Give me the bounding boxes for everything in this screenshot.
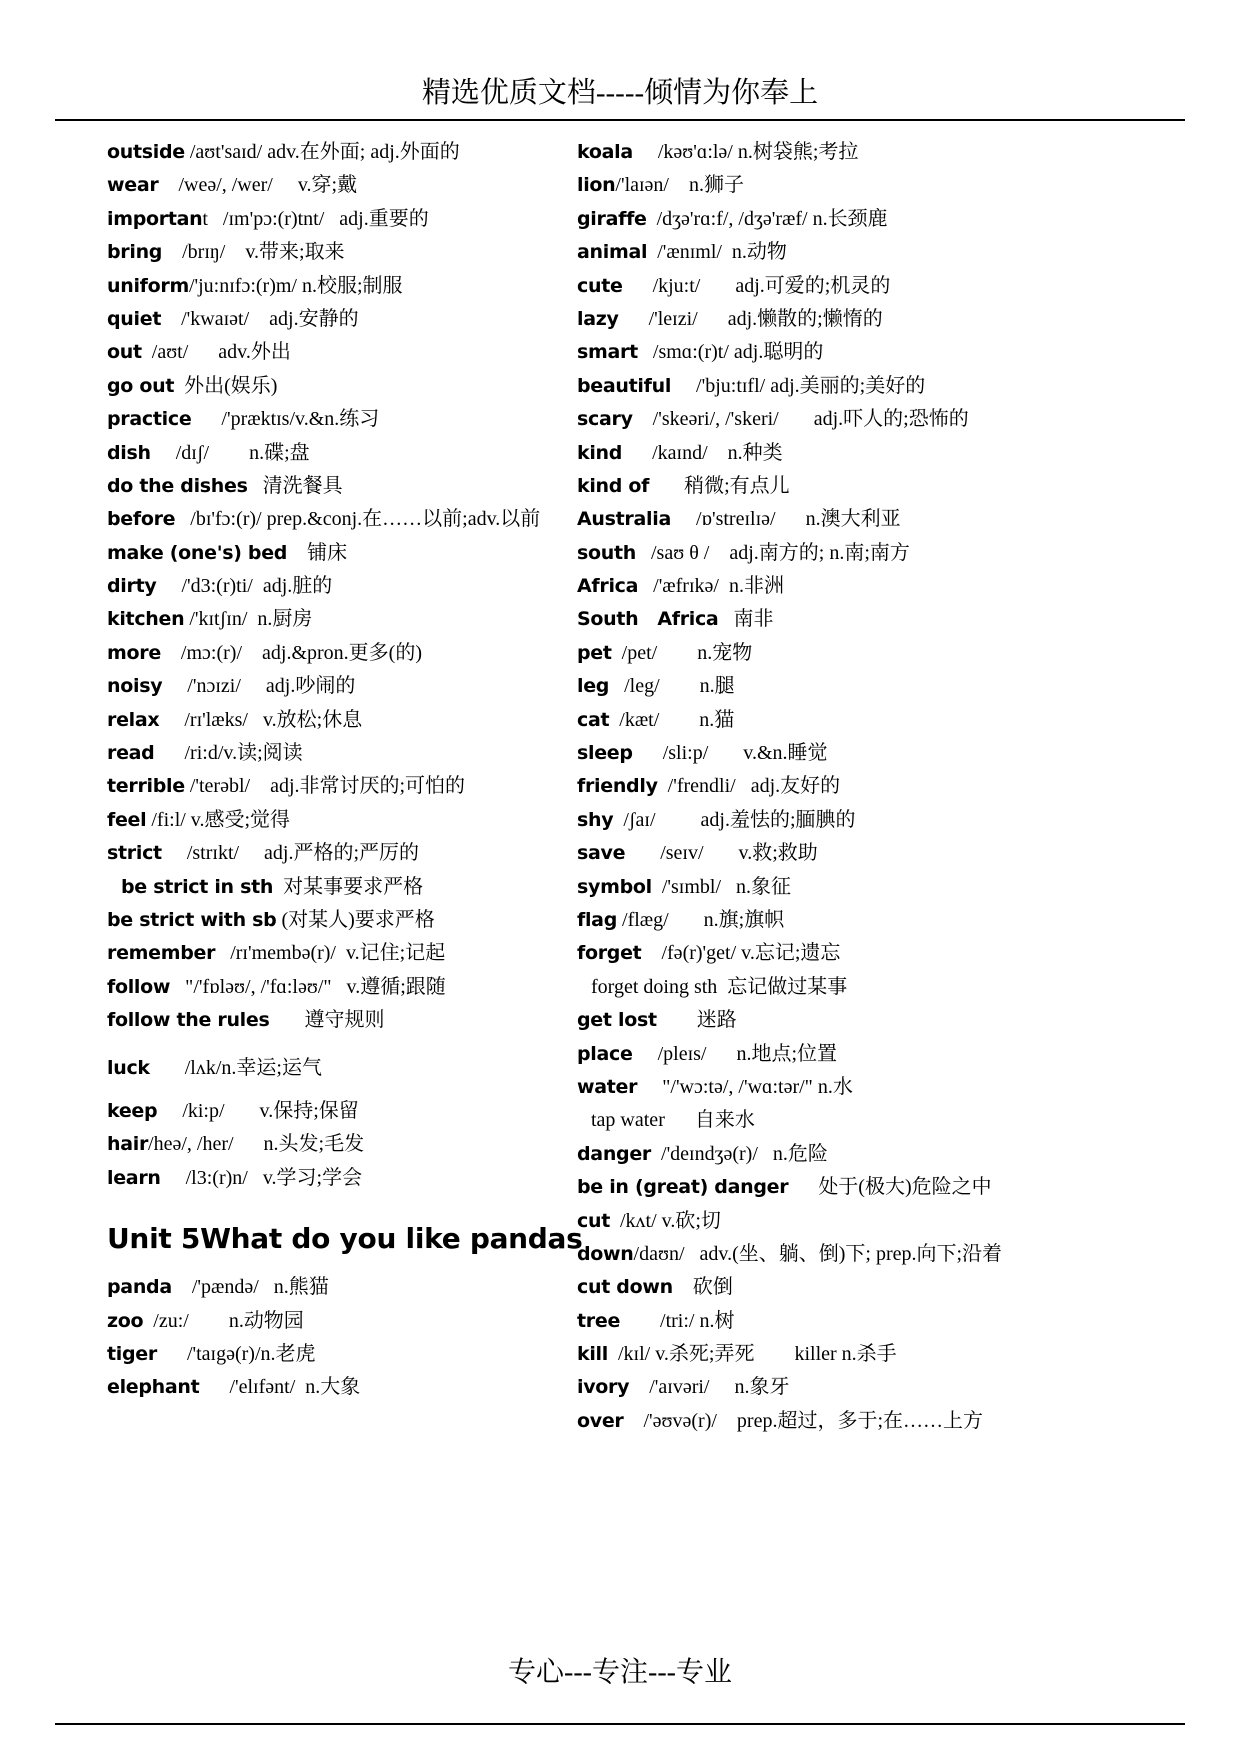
header-banner-text: 精选优质文档-----倾情为你奉上 <box>421 77 819 109</box>
vocab-definition: 处于(极大)危险之中 <box>788 1176 992 1199</box>
vocab-definition: /'laɪən/ n.狮子 <box>615 174 744 197</box>
vocab-definition: /fi:l/ v.感受;觉得 <box>146 808 291 831</box>
vocab-definition: /sli:p/ v.&n.睡觉 <box>632 742 828 765</box>
vocab-word: kitchen <box>107 608 185 631</box>
vocab-entry <box>577 1371 1240 1404</box>
vocab-definition: /dʒə'rɑ:f/, /dʒə'ræf/ n.长颈鹿 <box>646 207 888 230</box>
vocab-definition: /pet/ n.宠物 <box>611 641 753 664</box>
vocab-word: out <box>107 341 142 364</box>
vocab-entry <box>577 1405 1240 1438</box>
vocab-definition: /zu:/ n.动物园 <box>143 1309 304 1332</box>
vocab-entry <box>577 303 1240 336</box>
vocab-word: tap water <box>591 1109 665 1132</box>
vocab-definition: /tri:/ n.树 <box>620 1309 735 1332</box>
footer-banner-text: 专心---专注---专业 <box>508 1657 732 1688</box>
vocab-definition: 外出(娱乐) <box>174 374 278 397</box>
vocab-definition: /'kɪtʃɪn/ n.厨房 <box>184 608 313 631</box>
vocab-entry <box>107 570 577 603</box>
vocab-definition: 清洗餐具 <box>247 474 343 497</box>
vocab-word: remember <box>107 942 216 965</box>
vocab-definition: /brɪŋ/ v.带来;取来 <box>162 241 345 264</box>
vocab-entry <box>107 537 577 570</box>
vocab-definition: /kju:t/ adj.可爱的;机灵的 <box>622 274 891 297</box>
vocab-definition: /mɔ:(r)/ adj.&pron.更多(的) <box>160 641 422 664</box>
vocab-word: relax <box>107 708 160 731</box>
vocab-entry <box>107 837 577 870</box>
vocab-entry <box>577 336 1240 369</box>
vocab-entry <box>107 804 577 837</box>
vocab-entry <box>107 871 577 904</box>
vocab-definition: /saʊ θ / adj.南方的; n.南;南方 <box>636 541 910 564</box>
vocab-definition: /ri:d/v.读;阅读 <box>154 742 303 765</box>
vocab-word: lazy <box>577 307 619 330</box>
header-divider <box>55 119 1185 121</box>
vocab-word: quiet <box>107 307 162 330</box>
vocab-word: go out <box>107 374 175 397</box>
vocab-word: smart <box>577 341 638 364</box>
vocab-word: uniform <box>107 274 189 297</box>
vocab-word: follow the rules <box>107 1009 270 1032</box>
vocab-word: scary <box>577 408 633 431</box>
vocab-definition: /aʊt'saɪd/ adv.在外面; adj.外面的 <box>184 141 460 163</box>
vocab-definition: 铺床 <box>287 541 348 564</box>
vocab-entry <box>577 437 1240 470</box>
vocab-entry <box>107 336 577 369</box>
vocab-word: outside <box>107 141 185 163</box>
vocab-word: danger <box>577 1142 652 1165</box>
vocab-entry <box>577 1271 1240 1304</box>
vocab-entry <box>577 1038 1240 1071</box>
vocab-definition: "/'fɒləʊ/, /'fɑ:ləʊ/" v.遵循;跟随 <box>170 975 446 998</box>
vocab-entry <box>577 904 1240 937</box>
vocab-word: read <box>107 742 155 765</box>
vocab-entry <box>107 437 577 470</box>
vocab-definition: 遵守规则 <box>269 1009 385 1032</box>
vocab-definition: t /ɪm'pɔ:(r)tnt/ adj.重要的 <box>202 207 429 230</box>
vocab-word: luck <box>107 1056 150 1079</box>
vocab-word: giraffe <box>577 207 647 230</box>
vocab-entry <box>577 169 1240 202</box>
vocab-entry <box>107 370 577 403</box>
vocab-definition: /kʌt/ v.砍;切 <box>609 1209 721 1232</box>
vocab-word: learn <box>107 1166 161 1189</box>
vocab-entry <box>577 670 1240 703</box>
vocab-definition: /pleɪs/ n.地点;位置 <box>632 1042 838 1065</box>
vocab-word: dirty <box>107 575 157 598</box>
vocab-word: water <box>577 1075 638 1098</box>
vocab-entry <box>107 937 577 970</box>
vocab-entry <box>577 537 1240 570</box>
vocab-word: noisy <box>107 675 163 698</box>
vocab-entry <box>577 1138 1240 1171</box>
vocab-definition: /'terəbl/ adj.非常讨厌的;可怕的 <box>184 775 466 798</box>
vocab-definition: /leg/ n.腿 <box>609 675 735 698</box>
right-column <box>577 136 1240 1438</box>
vocab-entry <box>577 871 1240 904</box>
vocab-word: koala <box>577 141 633 163</box>
vocab-word: save <box>577 842 626 865</box>
vocab-definition: /'ju:nɪfɔ:(r)m/ n.校服;制服 <box>188 274 403 297</box>
vocab-word: dish <box>107 441 151 464</box>
vocab-word: more <box>107 641 161 664</box>
vocab-word: place <box>577 1042 633 1065</box>
vocab-word: keep <box>107 1099 158 1122</box>
vocab-word: kill <box>577 1343 608 1366</box>
vocab-definition: /'nɔɪzi/ adj.吵闹的 <box>162 675 356 698</box>
vocab-word: animal <box>577 241 648 264</box>
vocab-definition: /weə/, /wer/ v.穿;戴 <box>158 174 358 197</box>
vocab-definition: /'taɪgə(r)/n.老虎 <box>156 1342 316 1365</box>
vocab-definition: 忘记做过某事 <box>717 975 848 998</box>
vocab-entry <box>577 470 1240 503</box>
vocab-definition: /daʊn/ adv.(坐、躺、倒)下; prep.向下;沿着 <box>633 1242 1003 1265</box>
vocab-definition: /'d3:(r)ti/ adj.脏的 <box>156 575 333 598</box>
vocab-word: make (one's) bed <box>107 541 288 564</box>
vocab-entry <box>107 1004 577 1037</box>
vocab-entry <box>577 704 1240 737</box>
vocab-word: get lost <box>577 1009 657 1032</box>
vocab-definition: /smɑ:(r)t/ adj.聪明的 <box>637 341 824 364</box>
vocab-word: flag <box>577 908 618 931</box>
vocab-entry <box>577 1238 1240 1271</box>
vocab-entry <box>577 1338 1240 1371</box>
vocab-definition: 迷路 <box>656 1009 737 1032</box>
vocab-word: panda <box>107 1276 172 1299</box>
vocab-definition: /'æfrɪkə/ n.非洲 <box>638 575 784 598</box>
vocab-definition: /'deɪndʒə(r)/ n.危险 <box>651 1142 828 1165</box>
vocab-entry <box>107 1052 577 1085</box>
vocab-definition: /'skeəri/, /'skeri/ adj.吓人的;恐怖的 <box>632 408 969 431</box>
vocab-definition: /rɪ'membə(r)/ v.记住;记起 <box>215 942 446 965</box>
vocab-word: tiger <box>107 1342 157 1365</box>
vocab-entry <box>107 1371 577 1404</box>
vocab-word: follow <box>107 975 171 998</box>
vocab-word: do the dishes <box>107 474 248 497</box>
vocab-definition: /kaɪnd/ n.种类 <box>622 441 783 464</box>
vocab-entry <box>577 270 1240 303</box>
vocab-entry <box>107 704 577 737</box>
vocab-word: be strict with sb <box>107 908 277 931</box>
vocab-entry <box>577 1071 1240 1104</box>
vocab-word: down <box>577 1242 634 1265</box>
vocab-definition: /'bju:tɪfl/ adj.美丽的;美好的 <box>671 374 926 397</box>
left-column <box>107 136 583 1405</box>
vocab-definition: /'sɪmbl/ n.象征 <box>651 875 792 898</box>
vocab-entry <box>577 1171 1240 1204</box>
vocab-definition: 砍倒 <box>672 1276 733 1299</box>
vocab-definition: /kæt/ n.猫 <box>609 708 735 731</box>
vocab-word: kind <box>577 441 623 464</box>
vocab-definition: /ɒ'streɪlɪə/ n.澳大利亚 <box>670 508 901 531</box>
vocab-entry <box>107 737 577 770</box>
vocab-definition: /fə(r)'get/ v.忘记;遗忘 <box>641 942 841 965</box>
vocab-word: cat <box>577 708 610 731</box>
vocab-entry <box>107 503 577 536</box>
footer-divider <box>55 1723 1185 1725</box>
vocab-word: cut <box>577 1209 610 1232</box>
vocab-word: forget <box>577 942 642 965</box>
vocab-definition: /dɪʃ/ n.碟;盘 <box>150 441 310 464</box>
vocab-entry <box>107 904 577 937</box>
vocab-word: South Africa <box>577 608 719 631</box>
vocab-entry <box>577 503 1240 536</box>
vocab-word: tree <box>577 1309 621 1332</box>
vocab-word: Africa <box>577 575 639 598</box>
vocab-definition: /kɪl/ v.杀死;弄死 killer n.杀手 <box>607 1343 897 1366</box>
vocab-word: cut down <box>577 1276 673 1299</box>
vocab-definition: /aʊt/ adv.外出 <box>141 341 291 364</box>
vocab-word: Australia <box>577 508 671 531</box>
vocab-entry <box>577 937 1240 970</box>
vocab-word: friendly <box>577 775 658 798</box>
vocab-definition: /ki:p/ v.保持;保留 <box>157 1099 359 1122</box>
vocab-entry <box>577 370 1240 403</box>
vocab-word: ivory <box>577 1376 630 1399</box>
vocab-entry <box>577 236 1240 269</box>
vocab-entry <box>107 603 577 636</box>
vocab-entry <box>577 603 1240 636</box>
vocab-word: strict <box>107 842 162 865</box>
vocab-definition: 对某事要求严格 <box>273 875 424 898</box>
vocab-word: practice <box>107 408 192 431</box>
vocab-word: hair <box>107 1133 149 1156</box>
vocab-entry <box>107 1128 577 1161</box>
vocab-definition: /flæg/ n.旗;旗帜 <box>617 908 785 931</box>
vocab-word: beautiful <box>577 374 672 397</box>
vocab-word: south <box>577 541 636 564</box>
vocab-definition: /'kwaɪət/ adj.安静的 <box>161 307 359 330</box>
vocab-definition: /kəʊ'ɑ:lə/ n.树袋熊;考拉 <box>632 141 859 163</box>
vocab-definition: /'præktɪs/v.&n.练习 <box>191 408 380 431</box>
vocab-entry <box>577 403 1240 436</box>
vocab-definition: /'frendli/ adj.友好的 <box>657 775 841 798</box>
vocab-definition: /'əʊvə(r)/ prep.超过，多于;在……上方 <box>623 1409 984 1432</box>
vocab-entry <box>577 1205 1240 1238</box>
vocab-entry <box>107 303 577 336</box>
vocab-entry <box>577 570 1240 603</box>
vocab-word: lion <box>577 174 616 197</box>
vocab-entry <box>577 770 1240 803</box>
vocab-word: forget doing sth <box>591 975 718 998</box>
vocab-word: leg <box>577 675 610 698</box>
vocab-word: be strict in sth <box>121 875 274 898</box>
vocab-definition: /strɪkt/ adj.严格的;严厉的 <box>161 842 420 865</box>
vocab-entry <box>577 1104 1240 1137</box>
vocab-entry <box>107 203 577 236</box>
vocab-word: sleep <box>577 742 633 765</box>
vocab-entry <box>577 837 1240 870</box>
vocab-definition: /heə/, /her/ n.头发;毛发 <box>148 1133 365 1156</box>
vocab-entry <box>107 270 577 303</box>
vocab-word: feel <box>107 808 147 831</box>
vocab-definition: "/'wɔ:tə/, /'wɑ:tər/" n.水 <box>637 1075 853 1098</box>
vocab-entry <box>107 169 577 202</box>
vocab-definition: /'elɪfənt/ n.大象 <box>199 1376 361 1399</box>
vocab-entry <box>107 136 577 169</box>
vocab-word: wear <box>107 174 159 197</box>
vocab-word: pet <box>577 641 612 664</box>
vocab-entry <box>107 470 577 503</box>
vocab-entry <box>107 770 577 803</box>
vocab-entry <box>107 637 577 670</box>
vocab-definition: /bɪ'fɔ:(r)/ prep.&conj.在……以前;adv.以前 <box>175 508 541 531</box>
vocab-definition: /'leɪzi/ adj.懒散的;懒惰的 <box>618 307 883 330</box>
vocab-definition: /'pændə/ n.熊猫 <box>171 1276 329 1299</box>
vocab-entry <box>107 1305 577 1338</box>
vocab-word: before <box>107 508 176 531</box>
vocab-definition: /ʃaɪ/ adj.羞怯的;腼腆的 <box>613 808 856 831</box>
vocab-definition: /'ænɪml/ n.动物 <box>647 241 787 264</box>
vocab-entry <box>107 403 577 436</box>
vocab-entry <box>107 1338 577 1371</box>
vocab-entry <box>577 971 1240 1004</box>
vocab-definition: /seɪv/ v.救;救助 <box>625 842 818 865</box>
vocab-entry <box>107 670 577 703</box>
vocab-entry <box>577 203 1240 236</box>
vocab-entry <box>107 971 577 1004</box>
vocab-definition: 自来水 <box>664 1109 755 1132</box>
vocab-entry <box>577 1305 1240 1338</box>
vocab-definition: /lʌk/n.幸运;运气 <box>149 1056 322 1079</box>
vocab-entry <box>577 1004 1240 1037</box>
vocab-entry <box>577 804 1240 837</box>
vocab-definition: (对某人)要求严格 <box>276 908 435 931</box>
vocab-word: shy <box>577 808 614 831</box>
vocab-entry <box>577 637 1240 670</box>
vocab-word: cute <box>577 274 623 297</box>
vocab-entry <box>107 1162 577 1195</box>
vocab-entry <box>577 737 1240 770</box>
vocab-word: elephant <box>107 1376 200 1399</box>
vocab-entry <box>107 1095 577 1128</box>
vocab-entry <box>107 1271 577 1304</box>
vocab-word: bring <box>107 241 163 264</box>
vocab-word: zoo <box>107 1309 144 1332</box>
vocab-word: importan <box>107 207 203 230</box>
vocab-word: kind of <box>577 474 650 497</box>
vocab-definition: /l3:(r)n/ v.学习;学会 <box>160 1166 363 1189</box>
vocab-definition: /rɪ'læks/ v.放松;休息 <box>159 708 363 731</box>
vocab-entry <box>107 236 577 269</box>
vocab-definition: /'aɪvəri/ n.象牙 <box>629 1376 790 1399</box>
vocab-definition: 南非 <box>718 608 774 631</box>
vocab-word: symbol <box>577 875 652 898</box>
vocab-word: terrible <box>107 775 185 798</box>
vocab-definition: 稍微;有点儿 <box>649 474 790 497</box>
vocab-entry <box>577 136 1240 169</box>
vocab-word: be in (great) danger <box>577 1176 789 1199</box>
vocab-word: over <box>577 1409 624 1432</box>
unit-heading: Unit 5What do you like pandas <box>107 1222 583 1256</box>
